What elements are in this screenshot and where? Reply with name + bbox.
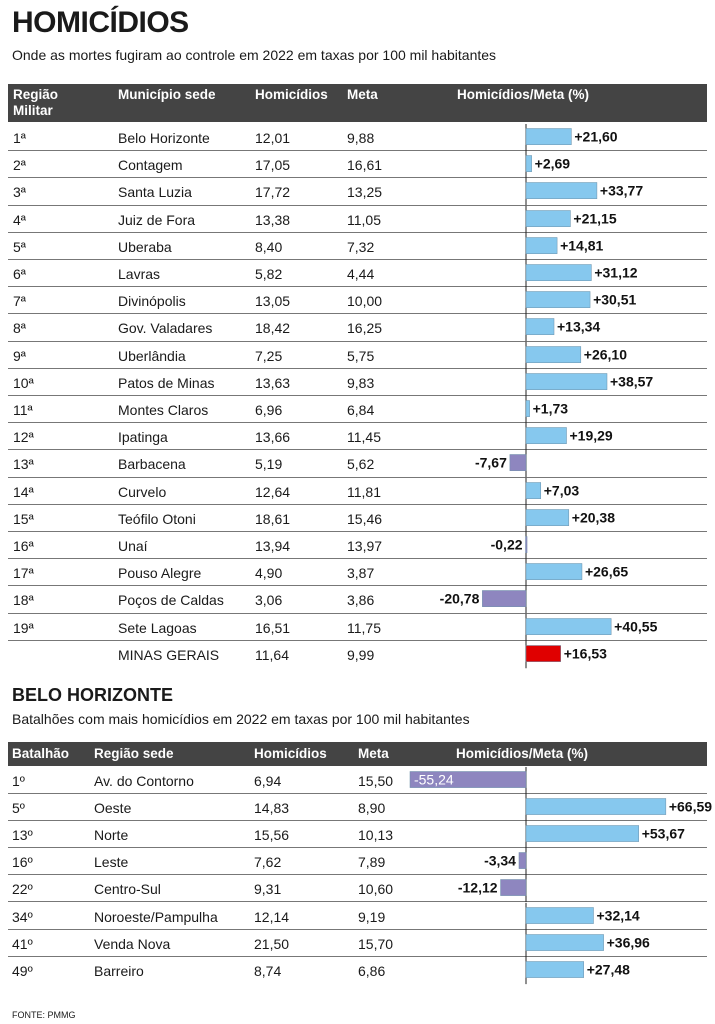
bar-cell: [8, 478, 707, 505]
bar-label: +26,65: [584, 563, 629, 580]
table-row: [8, 930, 707, 957]
cell-homicidios: 7,62: [254, 854, 282, 871]
bar-cell: [8, 641, 707, 668]
bar-label: +19,29: [569, 427, 613, 444]
page-title: HOMICÍDIOS: [12, 6, 189, 39]
cell-municipio: Gov. Valadares: [118, 320, 213, 337]
cell-meta: 15,50: [358, 773, 394, 789]
cell-homicidios: 9,31: [254, 881, 282, 898]
source-footer: FONTE: PMMG: [12, 1010, 76, 1020]
bar-cell: [8, 848, 707, 875]
cell-municipio: Uberlândia: [118, 347, 186, 364]
cell-regiao: 7ª: [13, 293, 26, 310]
cell-homicidios: 8,74: [254, 962, 282, 979]
t1-col-meta: Meta: [347, 87, 378, 102]
cell-homicidios: 12,64: [255, 483, 291, 500]
cell-regiao: 19ª: [13, 619, 34, 636]
bar-label: +1,73: [532, 400, 569, 417]
cell-meta: 10,00: [347, 293, 383, 310]
bar-cell: [8, 559, 707, 586]
cell-meta: 3,86: [347, 592, 375, 609]
table1-header: [8, 84, 707, 122]
cell-municipio: MINAS GERAIS: [118, 646, 220, 663]
bar-cell: [8, 314, 707, 341]
bar-cell: [8, 450, 707, 477]
table-row: [8, 821, 707, 848]
t1-col-ratio: Homicídios/Meta (%): [457, 87, 590, 102]
cell-meta: 9,88: [347, 130, 375, 146]
cell-homicidios: 4,90: [255, 565, 283, 582]
cell-homicidios: 5,19: [255, 456, 283, 473]
bar-cell: [8, 903, 707, 930]
cell-regiao: 34º: [12, 908, 33, 925]
cell-meta: 13,25: [347, 184, 383, 201]
cell-municipio: Barbacena: [118, 456, 186, 473]
table-row: [8, 151, 707, 178]
table-row: [8, 559, 707, 586]
cell-meta: 7,89: [358, 854, 386, 871]
bar: [526, 373, 607, 389]
cell-regiao: 22º: [12, 881, 33, 898]
bar-cell: [8, 233, 707, 260]
cell-regiao: 15ª: [13, 510, 34, 527]
cell-municipio: Oeste: [94, 800, 132, 817]
cell-meta: 9,83: [347, 374, 375, 391]
bar-label: -0,22: [490, 536, 523, 553]
bar: [526, 907, 593, 923]
table-row: [8, 505, 707, 532]
cell-municipio: Av. do Contorno: [94, 773, 194, 789]
bar-cell: [8, 206, 707, 233]
table-row: [8, 641, 707, 667]
cell-municipio: Lavras: [118, 266, 161, 282]
bar-label: +53,67: [641, 825, 685, 842]
table-row: [8, 532, 707, 559]
bar-cell: [8, 369, 707, 396]
bar: [526, 618, 611, 634]
cell-municipio: Centro-Sul: [94, 881, 161, 898]
cell-regiao: 49º: [12, 962, 33, 979]
cell-meta: 5,75: [347, 347, 375, 364]
cell-meta: 13,97: [347, 538, 383, 554]
cell-homicidios: 21,50: [254, 935, 290, 952]
bar-label: +7,03: [543, 482, 580, 499]
cell-homicidios: 12,14: [254, 908, 290, 925]
table2-header: [8, 742, 707, 766]
bar: [526, 799, 666, 815]
cell-municipio: Juiz de Fora: [118, 211, 196, 228]
section-subtitle-bh: Batalhões com mais homicídios em 2022 em taxas por 100 mil habitantes: [12, 711, 470, 727]
bar: [526, 237, 557, 253]
cell-regiao: 6ª: [13, 266, 26, 282]
cell-municipio: Montes Claros: [118, 402, 209, 418]
bar-label: +21,60: [574, 128, 618, 145]
cell-municipio: Santa Luzia: [118, 184, 192, 201]
cell-regiao: 13º: [12, 827, 33, 844]
cell-meta: 8,90: [358, 800, 386, 817]
bar-cell: [8, 930, 707, 957]
cell-regiao: 12ª: [13, 429, 34, 446]
table-row: [8, 369, 707, 396]
cell-regiao: 1ª: [13, 130, 26, 146]
cell-meta: 11,81: [347, 483, 381, 500]
cell-homicidios: 13,38: [255, 211, 291, 228]
table-row: [8, 260, 707, 287]
bar-cell: [8, 614, 707, 641]
bar-label: +26,10: [583, 346, 628, 363]
bar: [526, 265, 591, 281]
bar-label: +14,81: [560, 237, 604, 254]
cell-regiao: 2ª: [13, 157, 26, 174]
table-row: [8, 903, 707, 930]
bar-cell: [8, 178, 707, 205]
bar: [526, 129, 571, 145]
cell-municipio: Uberaba: [118, 238, 172, 255]
table-row: [8, 423, 707, 450]
cell-homicidios: 17,72: [255, 184, 291, 201]
bar: [526, 428, 567, 444]
cell-homicidios: 14,83: [254, 800, 290, 817]
cell-meta: 9,19: [358, 908, 386, 925]
bar-label: +36,96: [606, 934, 650, 951]
bar-cell: [8, 875, 707, 902]
bar-label: +13,34: [557, 319, 601, 336]
table-row: [8, 586, 707, 613]
bar-cell: [8, 821, 707, 848]
cell-homicidios: 3,06: [255, 592, 283, 609]
t1-col-homicidios: Homicídios: [255, 87, 328, 102]
cell-regiao: 5º: [12, 800, 25, 817]
cell-homicidios: 13,94: [255, 538, 291, 554]
cell-meta: 11,75: [347, 619, 381, 636]
cell-regiao: 10ª: [13, 374, 34, 391]
bar: [526, 319, 554, 335]
cell-meta: 10,60: [358, 881, 394, 898]
bar-label: +2,69: [534, 155, 571, 172]
cell-municipio: Curvelo: [118, 483, 167, 500]
cell-homicidios: 6,94: [254, 773, 282, 789]
cell-meta: 16,61: [347, 157, 383, 174]
t1-col-municipio: Município sede: [118, 87, 216, 102]
bar: [526, 537, 528, 553]
t2-col-homicidios: Homicídios: [254, 746, 327, 761]
bar: [510, 455, 526, 471]
cell-meta: 3,87: [347, 565, 375, 582]
cell-municipio: Unaí: [118, 538, 148, 554]
cell-meta: 10,13: [358, 827, 394, 844]
bar-cell: [8, 287, 707, 314]
cell-meta: 11,05: [347, 211, 381, 228]
cell-municipio: Leste: [94, 854, 129, 871]
bar: [526, 482, 541, 498]
section-title-bh: BELO HORIZONTE: [12, 685, 173, 705]
bar-label: -7,67: [474, 455, 507, 472]
cell-municipio: Barreiro: [94, 962, 144, 979]
cell-regiao: 14ª: [13, 483, 34, 500]
cell-meta: 16,25: [347, 320, 383, 337]
bar-label: +30,51: [593, 291, 637, 308]
bar: [526, 292, 590, 308]
cell-regiao: 13ª: [13, 456, 34, 473]
bar-cell: [8, 396, 707, 423]
page-subtitle: Onde as mortes fugiram ao controle em 2022 em taxas por 100 mil habitantes: [12, 47, 497, 63]
cell-regiao: 3ª: [13, 184, 26, 201]
cell-municipio: Norte: [94, 827, 129, 844]
cell-meta: 7,32: [347, 238, 375, 255]
table-row: [8, 875, 707, 902]
bar-label: +20,38: [571, 509, 616, 526]
table-row: [8, 794, 713, 821]
bar: [526, 183, 597, 199]
cell-municipio: Patos de Minas: [118, 374, 215, 391]
cell-homicidios: 12,01: [255, 130, 291, 146]
bar: [482, 591, 526, 607]
bar-cell: [8, 767, 707, 794]
cell-homicidios: 8,40: [255, 238, 283, 255]
cell-municipio: Venda Nova: [94, 935, 171, 952]
cell-homicidios: 18,61: [255, 510, 291, 527]
table-row: [8, 396, 707, 423]
bar: [526, 346, 581, 362]
bar: [526, 934, 604, 950]
cell-meta: 6,84: [347, 402, 375, 418]
table-row: [8, 287, 707, 314]
bar-cell: [8, 586, 707, 613]
table-row: [8, 314, 707, 341]
cell-regiao: 16º: [12, 854, 33, 871]
bar-cell: [8, 505, 707, 532]
table-row: [8, 478, 707, 505]
cell-municipio: Ipatinga: [118, 429, 168, 446]
cell-homicidios: 13,66: [255, 429, 291, 446]
cell-regiao: 5ª: [13, 238, 26, 255]
bar-label: +40,55: [614, 618, 658, 635]
cell-homicidios: 11,64: [255, 646, 289, 663]
cell-municipio: Teófilo Otoni: [118, 510, 196, 527]
table-row: [8, 342, 707, 369]
table-row: [8, 178, 707, 205]
cell-municipio: Divinópolis: [118, 293, 186, 310]
cell-regiao: 16ª: [13, 538, 34, 554]
bar: [526, 509, 569, 525]
bar-label: -20,78: [439, 591, 480, 608]
cell-homicidios: 7,25: [255, 347, 283, 364]
cell-municipio: Sete Lagoas: [118, 619, 197, 636]
bar: [526, 645, 561, 661]
cell-municipio: Noroeste/Pampulha: [94, 908, 218, 925]
bar: [526, 826, 639, 842]
cell-regiao: 8ª: [13, 320, 26, 337]
cell-homicidios: 16,51: [255, 619, 291, 636]
bar: [526, 564, 582, 580]
cell-regiao: 9ª: [13, 347, 26, 364]
bar: [526, 401, 530, 417]
bar-label: +38,57: [609, 373, 654, 390]
table-row: [8, 124, 707, 151]
cell-homicidios: 15,56: [254, 827, 290, 844]
cell-homicidios: 17,05: [255, 157, 291, 174]
bar-cell: [8, 532, 707, 559]
bar-cell: [8, 423, 707, 450]
cell-meta: 15,46: [347, 510, 383, 527]
bar-label: +66,59: [668, 798, 713, 815]
bar-cell: [8, 342, 707, 369]
cell-regiao: 1º: [12, 773, 25, 789]
bar: [519, 853, 526, 869]
table-row: [8, 233, 707, 260]
cell-meta: 5,62: [347, 456, 375, 473]
bar-label: +27,48: [586, 961, 630, 978]
cell-homicidios: 6,96: [255, 402, 283, 418]
cell-municipio: Contagem: [118, 157, 183, 174]
cell-municipio: Poços de Caldas: [118, 592, 224, 609]
bar-label: +31,12: [594, 264, 638, 281]
cell-homicidios: 13,63: [255, 374, 291, 391]
bar-cell: [8, 124, 707, 151]
bar-label: -55,24: [413, 771, 454, 788]
t1-col-regiao: Região Militar: [13, 87, 59, 118]
table-row: [8, 848, 707, 875]
table-row: [8, 614, 707, 641]
cell-meta: 6,86: [358, 962, 386, 979]
bar-label: +16,53: [563, 645, 607, 662]
t2-col-batalhao: Batalhão: [12, 746, 70, 761]
bar: [526, 156, 532, 172]
bar: [526, 210, 570, 226]
bar: [526, 961, 584, 977]
cell-meta: 4,44: [347, 266, 375, 282]
cell-municipio: Pouso Alegre: [118, 565, 202, 582]
bar-cell: [8, 794, 713, 821]
table-row: [8, 450, 707, 477]
cell-homicidios: 18,42: [255, 320, 291, 337]
bar-cell: [8, 151, 707, 178]
bar-cell: [8, 260, 707, 287]
cell-regiao: 17ª: [13, 565, 34, 582]
cell-homicidios: 5,82: [255, 266, 283, 282]
cell-meta: 9,99: [347, 646, 375, 663]
cell-meta: 15,70: [358, 935, 394, 952]
bar-cell: [8, 957, 707, 984]
cell-regiao: 4ª: [13, 211, 26, 228]
table-row: [8, 767, 707, 794]
cell-municipio: Belo Horizonte: [118, 130, 210, 146]
bar-label: -3,34: [484, 852, 516, 869]
cell-regiao: 41º: [12, 935, 33, 952]
bar-label: +32,14: [596, 907, 640, 924]
bar-label: +21,15: [573, 210, 617, 227]
cell-regiao: 11ª: [13, 402, 33, 418]
table-row: [8, 206, 707, 233]
cell-regiao: 18ª: [13, 592, 34, 609]
t2-col-regiao: Região sede: [94, 746, 174, 761]
cell-homicidios: 13,05: [255, 293, 291, 310]
table-row: [8, 957, 707, 983]
bar: [501, 880, 526, 896]
bar-label: +33,77: [599, 183, 644, 200]
cell-meta: 11,45: [347, 429, 381, 446]
bar-label: -12,12: [457, 879, 498, 896]
t2-col-meta: Meta: [358, 746, 389, 761]
t2-col-ratio: Homicídios/Meta (%): [456, 746, 589, 761]
